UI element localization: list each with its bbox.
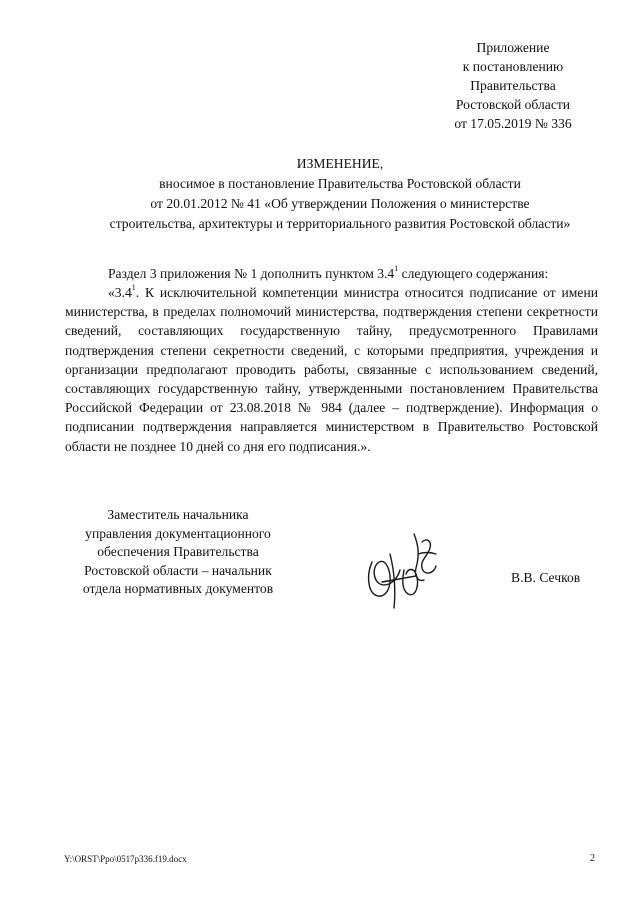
clause-superscript: 1 xyxy=(131,283,136,293)
title-line: от 20.01.2012 № 41 «Об утверждении Положения о министерстве xyxy=(150,196,530,211)
body-paragraph-clause xyxy=(65,283,598,456)
appendix-line: Правительства xyxy=(470,78,556,93)
appendix-header xyxy=(398,38,628,133)
title-line: вносимое в постановление Правительства Ростовской области xyxy=(159,176,521,191)
footer-file-path: Y:\ORST\Ppo\0517p336.f19.docx xyxy=(64,854,187,864)
signatory-line: Ростовской области – начальник xyxy=(84,562,272,578)
intro-superscript: 1 xyxy=(394,264,399,274)
intro-text: Раздел 3 приложения № 1 дополнить пунктом 3.4 xyxy=(108,266,395,281)
appendix-line: к постановлению xyxy=(462,59,564,74)
signatory-name: В.В. Сечков xyxy=(511,570,581,585)
title-heading: ИЗМЕНЕНИЕ, xyxy=(296,156,384,171)
signatory-line: Заместитель начальника xyxy=(107,507,249,522)
appendix-line: Приложение xyxy=(476,40,550,55)
document-title xyxy=(50,154,630,234)
page-number: 2 xyxy=(590,853,595,864)
body-paragraph-intro xyxy=(65,264,598,283)
signatory-line: управления документационного xyxy=(85,525,271,541)
signatory-line: отдела нормативных документов xyxy=(82,581,274,597)
appendix-line: Ростовской области xyxy=(455,97,571,112)
handwritten-signature xyxy=(360,524,442,610)
signatory-line: обеспечения Правительства xyxy=(97,544,259,560)
clause-number: «3.4 xyxy=(108,285,132,300)
title-line: строительства, архитектуры и территориального развития Ростовской области» xyxy=(109,216,571,231)
intro-text-end: следующего содержания: xyxy=(398,266,549,281)
signatory-position xyxy=(72,506,284,599)
clause-text: . К исключительной компетенции министра относится подписание от имени министерства, в пределах полномочий министерства, подтверждения степени секретности сведений, составляющих государственную тайну, предусмотренного Правилами подтверждения степени секретности сведений, с которыми предприятия, учреждения и организации предполагают проводить работы, связанные с использованием сведений, составляющих государственную тайну, утвержденными постановлением Правительства Российской Федерации от 23.08.2018 № 984 (далее – подтверждение). Информация о подписании подтверждения направляется министерством в Правительство Ростовской области не позднее 10 дней со дня его подписания.». xyxy=(65,285,598,454)
appendix-line: от 17.05.2019 № 336 xyxy=(454,116,572,131)
